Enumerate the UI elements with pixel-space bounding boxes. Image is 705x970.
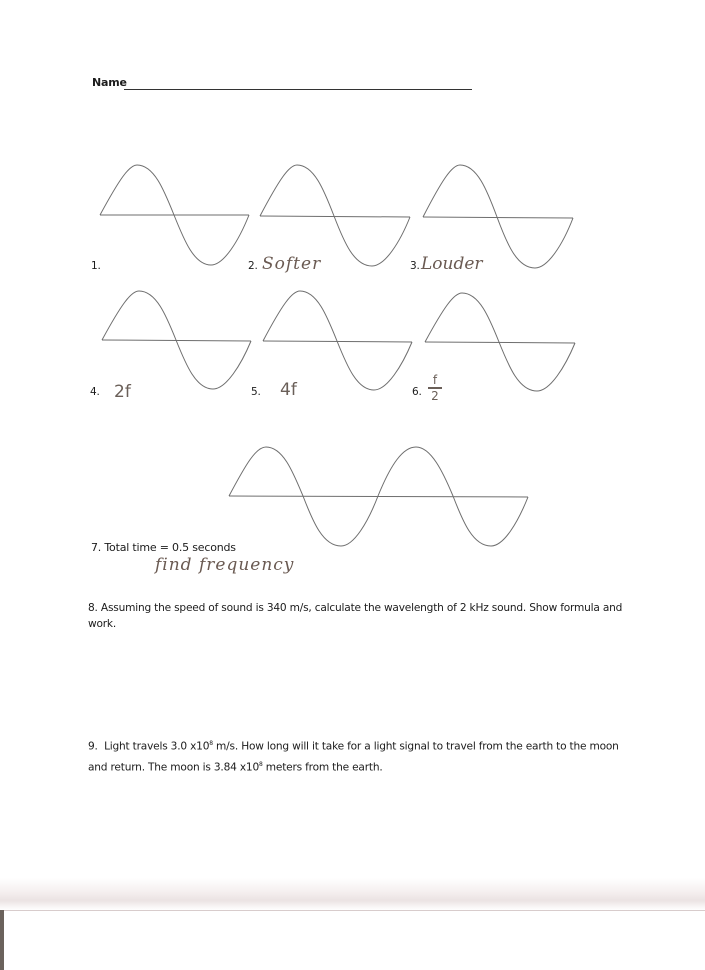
question-9 <box>88 735 648 776</box>
fraction-numerator: f <box>432 373 438 387</box>
question-9-number: 9. <box>88 740 98 753</box>
sine-wave-1 <box>99 160 251 270</box>
question-6-number: 6. <box>412 386 422 398</box>
question-3-number: 3. <box>410 260 420 272</box>
question-6-answer <box>428 374 442 402</box>
question-5-answer: 4f <box>280 380 297 400</box>
question-8-line-2: work. <box>88 618 117 630</box>
question-2-answer: Softer <box>262 254 322 274</box>
page-left-edge-shadow <box>0 910 4 970</box>
question-4-answer: 2f <box>114 382 131 402</box>
fraction-denominator: 2 <box>431 388 439 403</box>
sine-wave-6 <box>424 289 577 397</box>
question-9-line-1: 9. Light travels 3.0 $x10^8$ m/s. How long will it take for a light signal to travel from the earth to the moon <box>88 740 619 753</box>
sine-wave-4 <box>101 287 253 395</box>
question-1-number: 1. <box>91 260 101 272</box>
question-8 <box>88 600 648 632</box>
question-9-line-2: and return. The moon is 3.84 $x10^8$ meters from the earth. <box>88 760 383 774</box>
question-8-number: 8. <box>88 602 98 614</box>
question-5-number: 5. <box>251 386 261 398</box>
question-8-line-1: 8. Assuming the speed of sound is 340 m/s, calculate the wavelength of 2 kHz sound. Show formula and <box>88 602 623 614</box>
question-7-text <box>91 541 236 554</box>
sine-wave-5 <box>262 287 414 395</box>
question-7-number: 7. <box>91 541 102 554</box>
question-7-answer: find frequency <box>155 555 295 575</box>
name-label: Name <box>92 76 127 89</box>
question-3-answer: Louder <box>421 254 483 274</box>
sine-wave-7 <box>228 442 531 552</box>
question-7-prompt: Total time = 0.5 seconds <box>104 541 236 554</box>
scan-artifact-band <box>0 878 705 910</box>
name-field[interactable] <box>124 89 472 90</box>
question-4-number: 4. <box>90 386 100 398</box>
question-2-number: 2. <box>248 260 258 272</box>
page-edge-line <box>0 910 705 911</box>
